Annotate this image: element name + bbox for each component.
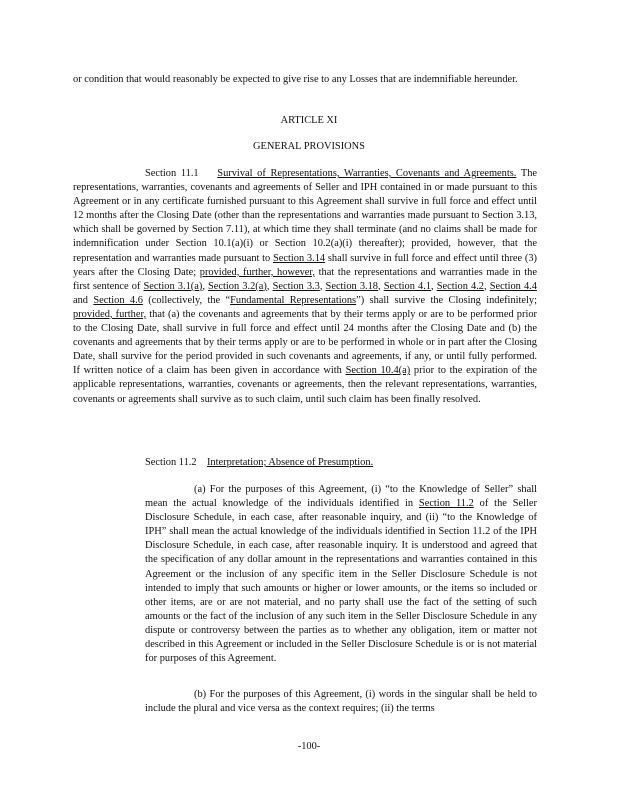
section-4-4-ref: Section 4.4 xyxy=(489,280,537,292)
section-3-14-ref: Section 3.14 xyxy=(272,252,326,264)
section-3-18-ref: Section 3.18 xyxy=(325,280,379,292)
clause-a-text-2: of the Seller Disclosure Schedule, in each case, after reasonable inquiry, and (ii) “to the Knowledge of IPH” shall mean the actual knowledge of the individuals identified in Section 11.2 of the IPH Disclosure Schedule, in each case, after reasonable inquiry. It is understood and agreed that the specification of any dollar amount in the representations and warranties contained in this Agreement or the inclusion of any specific item in the Seller Disclosure Schedule is not intended to imply that such amounts or higher or lower amounts, or the items so included or other items, are or are not material, and no party shall use the fact of the setting of such amounts or the fact of the inclusion of any such item in the Seller Disclosure Schedule in any dispute or controversy between the parties as to whether any obligation, item or matter not described in this Agreement or included in the Seller Disclosure Schedule is or is not material for purposes of this Agreement. xyxy=(145,498,537,665)
separator-2: , xyxy=(266,280,273,292)
section-11-1-text-4: and xyxy=(73,294,94,306)
clause-a-label: (a) xyxy=(194,484,206,495)
separator-4: , xyxy=(378,280,384,292)
section-11-2-a-paragraph xyxy=(145,483,537,666)
separator-6: , xyxy=(483,280,490,292)
section-11-2-number: Section 11.2 xyxy=(145,457,197,468)
provided-further: provided, further, xyxy=(73,308,147,320)
section-11-1-text-3: that the representations and warranties made in the first sentence of xyxy=(73,266,537,292)
section-11-2-b-paragraph xyxy=(145,688,537,716)
separator-5: , xyxy=(431,280,437,292)
provided-further-however: provided, further, however, xyxy=(199,266,316,278)
section-11-1-title: Survival of Representations, Warranties, Covenants and Agreements. xyxy=(217,168,517,179)
section-11-1-text-7: that (a) the covenants and agreements that by their terms apply or are to be performed prior to the Closing Date, shall survive in full force and effect until 24 months after the Closing Date and (b) the covenants and agreements that by their terms apply or are to be performed in whole or in part after the Closing Date, shall survive for the period provided in such covenants and agreements, if any, or until fully performed. If written notice of a claim has been given in accordance with xyxy=(73,308,537,377)
separator-3: , xyxy=(319,280,326,292)
section-3-2a-ref: Section 3.2(a) xyxy=(208,280,267,292)
clause-b-text-1: For the purposes of this Agreement, (i) words in the singular shall be held to include the plural and vice versa as the context requires; (ii) the terms xyxy=(145,689,537,715)
article-title: GENERAL PROVISIONS xyxy=(253,141,365,152)
section-4-6-ref: Section 4.6 xyxy=(93,294,143,306)
section-11-1-text-5: (collectively, the “ xyxy=(142,294,231,306)
clause-b-label: (b) xyxy=(194,689,207,700)
section-11-2-title: Interpretation; Absence of Presumption. xyxy=(206,457,374,468)
section-11-2-heading xyxy=(145,456,545,470)
clause-a-text-1: For the purposes of this Agreement, (i) “to the Knowledge of Seller” shall mean the actual knowledge of the individuals identified in xyxy=(145,484,537,510)
fundamental-representations-term: Fundamental Representations xyxy=(230,294,357,306)
section-10-4a-ref: Section 10.4(a) xyxy=(345,365,411,377)
intro-paragraph xyxy=(73,73,524,87)
page-number: -100- xyxy=(297,741,321,752)
section-4-2-ref: Section 4.2 xyxy=(436,280,484,292)
section-11-1-text-1: The representations, warranties, covenants and agreements of Seller and IPH contained in or made pursuant to this Agreement or in any certificate furnished pursuant to this Agreement shall survive in full force and effect until 12 months after the Closing Date (other than the representations and warranties made pursuant to Section 3.13, which shall be governed by Section 7.11), at which time they shall terminate (and no claims shall be made for indemnification under Section 10.1(a)(i) or Section 10.2(a)(i) thereafter); provided, however, that the representation and warranties made pursuant to xyxy=(73,168,538,264)
section-11-1-paragraph xyxy=(73,167,537,407)
separator-1: , xyxy=(202,280,209,292)
section-11-1-number: Section 11.1 xyxy=(145,168,199,179)
section-11-1-text-6: ”) shall survive the Closing indefinitely; xyxy=(356,294,537,306)
section-11-1-text-2: shall survive in full force and effect until three (3) years after the Closing Date; xyxy=(73,252,538,278)
section-3-1a-ref: Section 3.1(a) xyxy=(143,280,203,292)
section-4-1-ref: Section 4.1 xyxy=(383,280,431,292)
section-11-2-ref: Section 11.2 xyxy=(418,498,474,510)
intro-text: or condition that would reasonably be expected to give rise to any Losses that are indemnifiable hereunder. xyxy=(73,74,518,85)
section-11-1-text-8: prior to the expiration of the applicable representations, warranties, covenants or agreements, then the relevant representations, warranties, covenants or agreements shall survive as to such claim, until such claim has been finally resolved. xyxy=(73,365,537,405)
article-heading: ARTICLE XI xyxy=(280,115,338,126)
section-3-3-ref: Section 3.3 xyxy=(272,280,320,292)
